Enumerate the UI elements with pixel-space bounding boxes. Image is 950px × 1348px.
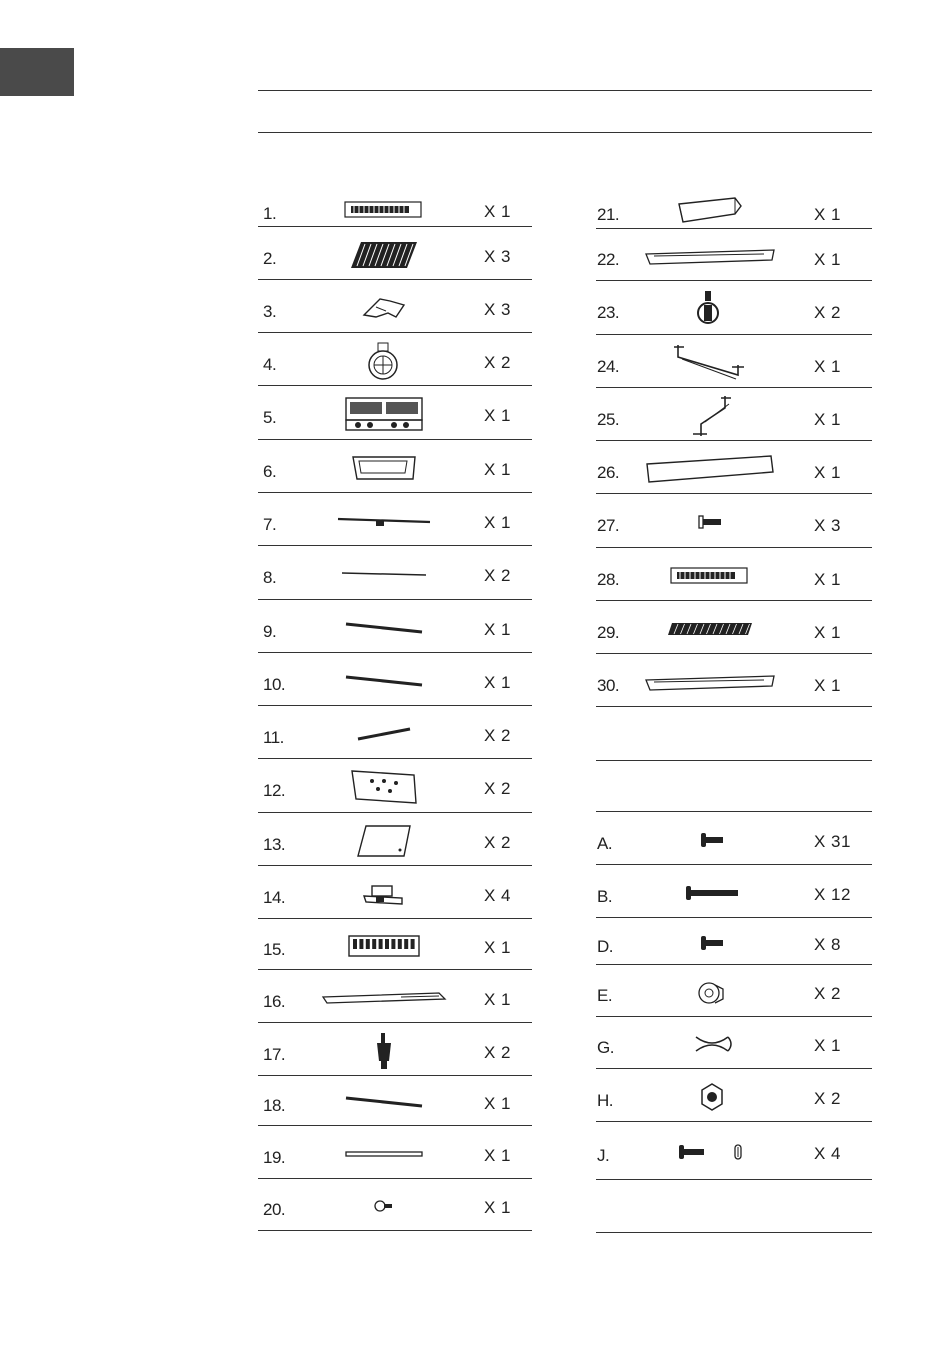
part-quantity: X 2	[484, 352, 512, 372]
part-quantity: X 2	[484, 566, 512, 585]
parts-row	[592, 493, 872, 545]
parts-row	[258, 226, 532, 278]
parts-row	[258, 812, 532, 864]
part-number: 30.	[597, 675, 620, 695]
part-quantity: X 1	[484, 1094, 512, 1113]
part-quantity: X 4	[814, 1144, 842, 1163]
part-quantity: X 1	[814, 622, 842, 642]
parts-row	[258, 705, 532, 757]
row-divider	[596, 1232, 872, 1233]
side-panel-icon	[348, 769, 420, 805]
grill-body-icon	[344, 394, 424, 434]
support-bracket-icon	[685, 394, 735, 438]
tray-icon	[644, 672, 776, 692]
parts-row	[592, 1121, 872, 1173]
part-number: 16.	[263, 991, 286, 1011]
row-divider	[596, 1179, 872, 1180]
parts-row	[258, 1125, 532, 1177]
part-number: 25.	[597, 409, 620, 429]
part-number: 23.	[597, 303, 620, 322]
part-quantity: X 2	[484, 832, 512, 852]
parts-row	[592, 334, 872, 386]
part-number: 19.	[263, 1147, 286, 1167]
part-quantity: X 1	[814, 462, 842, 482]
parts-row	[258, 1022, 532, 1074]
wheel-icon	[695, 289, 725, 329]
grate-icon	[666, 621, 754, 637]
part-number: 11.	[263, 727, 284, 747]
parts-row	[592, 864, 872, 916]
part-quantity: X 1	[814, 569, 842, 589]
part-quantity: X 1	[814, 250, 842, 269]
part-quantity: X 2	[484, 779, 512, 798]
parts-row	[592, 964, 872, 1016]
hex-nut-icon	[700, 1082, 724, 1112]
bolt-icon	[699, 832, 725, 848]
tray-icon	[644, 246, 776, 266]
plate-icon	[356, 824, 412, 858]
part-number: D.	[597, 936, 613, 956]
screw-icon	[374, 1199, 394, 1213]
parts-row	[258, 439, 532, 491]
part-number: 26.	[597, 462, 620, 482]
part-number: 18.	[263, 1096, 286, 1115]
part-number: 14.	[263, 887, 286, 907]
parts-row	[592, 280, 872, 332]
part-number: B.	[597, 886, 613, 906]
part-quantity: X 31	[814, 831, 851, 851]
part-quantity: X 1	[814, 1036, 842, 1055]
control-panel-icon	[349, 453, 419, 483]
part-number: 20.	[263, 1200, 286, 1219]
part-quantity: X 1	[484, 937, 512, 957]
header-rule-bottom	[258, 132, 872, 133]
parts-row	[592, 811, 872, 863]
parts-row	[592, 387, 872, 439]
grill-rack-icon	[670, 566, 750, 586]
part-quantity: X 2	[814, 303, 842, 322]
part-quantity: X 1	[814, 356, 842, 376]
part-number: 1.	[263, 204, 277, 223]
part-quantity: X 1	[484, 619, 512, 639]
part-number: E.	[597, 986, 613, 1005]
heat-shield-icon	[347, 934, 421, 958]
part-number: 28.	[597, 569, 620, 589]
part-number: 8.	[263, 568, 277, 587]
part-quantity: X 1	[484, 672, 512, 692]
part-number: 6.	[263, 461, 277, 481]
shelf-icon	[321, 991, 447, 1005]
parts-row	[592, 547, 872, 599]
long-bolt-icon	[684, 885, 740, 901]
chapter-tab	[0, 48, 74, 96]
bar-icon	[344, 621, 424, 635]
part-quantity: X 1	[484, 1198, 512, 1217]
part-number: 3.	[263, 301, 277, 321]
parts-row	[258, 1075, 532, 1127]
row-divider	[596, 706, 872, 707]
parts-row	[592, 917, 872, 969]
part-quantity: X 4	[484, 885, 512, 905]
part-quantity: X 12	[814, 884, 851, 904]
pin-icon	[697, 514, 723, 530]
row-divider	[258, 1230, 532, 1231]
part-quantity: X 1	[814, 409, 842, 429]
parts-row	[592, 653, 872, 705]
parts-row	[258, 758, 532, 810]
rail-icon	[344, 1149, 424, 1159]
bar-icon	[344, 674, 424, 688]
part-number: 9.	[263, 621, 277, 641]
part-number: H.	[597, 1090, 613, 1110]
part-quantity: X 2	[814, 1088, 842, 1108]
parts-row	[258, 652, 532, 704]
part-number: 2.	[263, 248, 277, 268]
part-quantity: X 2	[814, 984, 842, 1003]
parts-row	[592, 600, 872, 652]
part-number: 21.	[597, 205, 620, 224]
part-number: 15.	[263, 939, 286, 959]
parts-row	[258, 1178, 532, 1230]
flame-tamer-icon	[362, 295, 406, 321]
parts-row	[258, 279, 532, 331]
parts-row	[258, 599, 532, 651]
part-number: 17.	[263, 1044, 286, 1064]
parts-row	[258, 918, 532, 970]
parts-row	[258, 545, 532, 597]
part-quantity: X 1	[484, 202, 512, 221]
part-quantity: X 1	[814, 675, 842, 695]
parts-row	[592, 1016, 872, 1068]
rod-icon	[340, 570, 428, 578]
part-number: 10.	[263, 674, 286, 694]
part-number: 7.	[263, 514, 277, 534]
parts-row	[592, 440, 872, 492]
grill-rack-icon	[344, 200, 424, 220]
part-number: 22.	[597, 250, 620, 269]
part-number: 4.	[263, 354, 277, 374]
part-number: 24.	[597, 356, 620, 376]
control-knob-icon	[366, 341, 402, 381]
parts-row	[258, 865, 532, 917]
part-number: 13.	[263, 834, 286, 854]
bolt-washer-icon	[677, 1143, 747, 1161]
part-quantity: X 2	[484, 1042, 512, 1062]
part-quantity: X 3	[814, 516, 842, 535]
header-rule-top	[258, 90, 872, 91]
nut-washer-icon	[697, 979, 727, 1005]
part-number: 27.	[597, 516, 620, 535]
parts-row	[258, 332, 532, 384]
caster-icon	[374, 1031, 394, 1071]
part-quantity: X 3	[484, 299, 512, 319]
part-quantity: X 1	[814, 205, 842, 224]
part-quantity: X 1	[484, 459, 512, 479]
part-number: A.	[597, 833, 613, 853]
part-quantity: X 2	[484, 725, 512, 745]
short-bar-icon	[356, 725, 412, 743]
parts-row	[258, 969, 532, 1021]
part-number: 12.	[263, 781, 286, 800]
part-number: G.	[597, 1038, 614, 1057]
parts-row	[258, 492, 532, 544]
part-quantity: X 1	[484, 512, 512, 532]
cooking-grate-icon	[349, 240, 419, 270]
bolt-icon	[699, 935, 725, 951]
part-quantity: X 1	[484, 406, 512, 425]
part-number: 5.	[263, 408, 277, 427]
part-quantity: X 8	[814, 934, 842, 954]
hanger-bracket-icon	[672, 343, 748, 383]
part-quantity: X 3	[484, 246, 512, 266]
parts-row	[592, 1068, 872, 1120]
box-icon	[675, 196, 745, 226]
part-quantity: X 1	[484, 1145, 512, 1165]
crossbar-icon	[336, 514, 432, 528]
clip-icon	[692, 1033, 732, 1055]
part-quantity: X 1	[484, 989, 512, 1009]
parts-row	[258, 385, 532, 437]
bracket-icon	[362, 882, 406, 906]
panel-strip-icon	[645, 454, 775, 484]
part-number: J.	[597, 1146, 610, 1165]
part-number: 29.	[597, 622, 620, 642]
parts-row	[592, 228, 872, 280]
row-divider	[596, 760, 872, 761]
bar-icon	[344, 1095, 424, 1109]
